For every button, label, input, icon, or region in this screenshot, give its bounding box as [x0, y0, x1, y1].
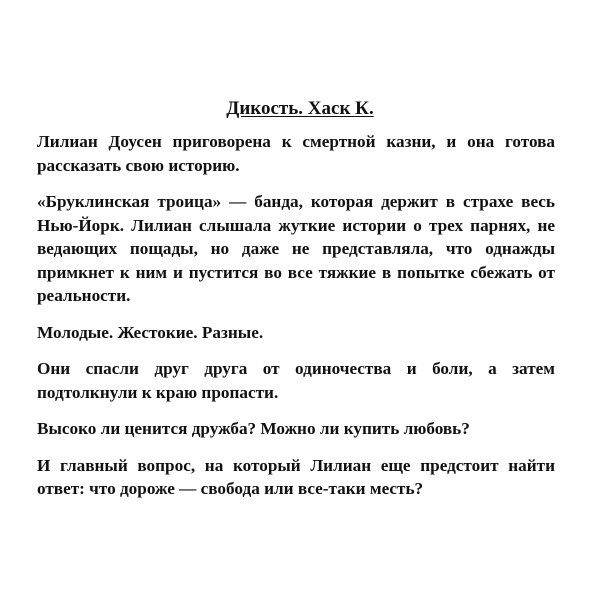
document-body — [37, 130, 555, 514]
document-title: Дикость. Хаск К. — [226, 98, 374, 119]
paragraph-questions: Высоко ли ценится дружба? Можно ли купить любовь? — [37, 419, 470, 438]
paragraph-friendship: Они спасли друг друга от одиночества и боли, а затем подтолкнули к краю пропасти. — [37, 359, 555, 402]
paragraph-sentence: Лилиан Доусен приговорена к смертной казни, и она готова рассказать свою историю. — [37, 132, 555, 175]
paragraph-tagline: Молодые. Жестокие. Разные. — [37, 322, 264, 342]
paragraph-main-question: И главный вопрос, на который Лилиан еще предстоит найти ответ: что дороже — свобода или все-таки месть? — [37, 455, 555, 498]
paragraph-gang-description: «Бруклинская троица» — банда, которая держит в страхе весь Нью-Йорк. Лилиан слышала жуткие истории о трех парнях, не ведающих пощады, но даже не представляла, что однажды примкнет к ним и пустится во все тяжкие в попытке сбежать от реальности. — [37, 192, 555, 305]
